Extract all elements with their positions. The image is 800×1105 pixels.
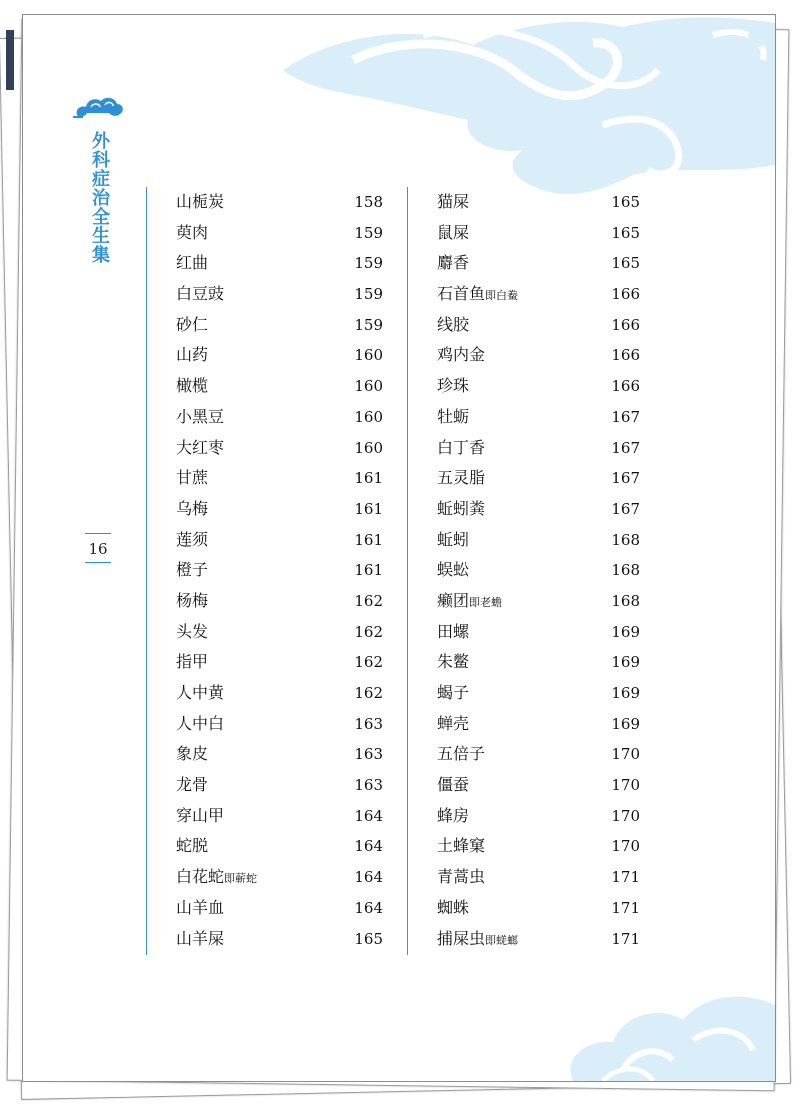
toc-entry-page: 169 xyxy=(611,622,640,641)
toc-entry xyxy=(408,586,650,617)
toc-entry-name: 乌梅 xyxy=(176,498,209,518)
toc-entry-page: 169 xyxy=(611,684,640,702)
toc-entry xyxy=(147,586,389,617)
toc-entry xyxy=(408,248,650,279)
toc-entry-title xyxy=(437,494,485,525)
toc-entry-name: 莲须 xyxy=(176,529,209,549)
toc-entry-page: 169 xyxy=(611,714,640,733)
toc-entry-name: 僵蚕 xyxy=(437,775,470,795)
toc-entry-title xyxy=(437,893,469,924)
toc-entry xyxy=(408,862,650,893)
toc-entry xyxy=(408,924,650,955)
toc-entry-title xyxy=(437,801,469,832)
cloud-decoration-bottom xyxy=(563,970,775,1081)
toc-entry-name: 蜈蚣 xyxy=(437,560,470,580)
toc-entry xyxy=(147,371,389,402)
toc-column-right xyxy=(407,187,650,955)
toc-entry-name: 大红枣 xyxy=(176,437,225,457)
toc-entry-title xyxy=(176,862,257,895)
toc-entry-name: 石首鱼 xyxy=(437,284,486,304)
toc-entry xyxy=(408,893,650,924)
toc-column-left xyxy=(146,187,389,955)
toc-entry-page: 162 xyxy=(354,591,383,610)
toc-entry-title xyxy=(176,770,208,801)
toc-entry-name: 蚯蚓 xyxy=(437,529,470,549)
toc-entry xyxy=(408,402,650,433)
toc-entry-title xyxy=(437,586,502,619)
toc-entry xyxy=(147,340,389,371)
toc-entry-title xyxy=(176,525,208,556)
toc-entry xyxy=(147,279,389,310)
toc-entry-page: 161 xyxy=(354,469,383,488)
toc-entry-page: 162 xyxy=(354,653,383,672)
toc-entry-name: 杨梅 xyxy=(176,590,209,610)
toc-entry-name: 甘蔗 xyxy=(176,468,209,488)
toc-entry-title xyxy=(437,463,485,494)
toc-entry-name: 白豆豉 xyxy=(176,284,225,304)
toc-entry-name: 红曲 xyxy=(176,253,209,273)
toc-entry xyxy=(147,402,389,433)
toc-entry xyxy=(408,739,650,770)
toc-entry-page: 162 xyxy=(354,684,383,702)
page-edge-strip xyxy=(6,30,14,90)
toc-entry-name: 白花蛇 xyxy=(176,867,225,887)
toc-entry-page: 167 xyxy=(611,407,640,426)
toc-entry-name: 人中白 xyxy=(176,713,225,733)
toc-entry-name: 小黑豆 xyxy=(176,406,225,426)
toc-entry xyxy=(147,924,389,955)
toc-entry-title xyxy=(437,831,485,862)
toc-entry-page: 159 xyxy=(354,223,383,242)
toc-entry-page: 167 xyxy=(611,438,640,457)
toc-entry xyxy=(408,801,650,832)
toc-entry xyxy=(147,310,389,341)
toc-entry-page: 163 xyxy=(354,745,383,764)
toc-entry-name: 青蒿虫 xyxy=(437,867,486,887)
toc-entry-page: 169 xyxy=(611,653,640,672)
toc-entry-name: 猫屎 xyxy=(437,192,470,211)
toc-entry-name: 萸肉 xyxy=(176,222,209,242)
toc-entry-page: 161 xyxy=(354,499,383,518)
toc-entry-page: 159 xyxy=(354,254,383,273)
toc-entry-name: 指甲 xyxy=(176,652,209,672)
toc-entry-title xyxy=(176,831,208,862)
toc-entry xyxy=(147,617,389,648)
toc-entry-name: 蛇脱 xyxy=(176,836,209,856)
toc-entry-title xyxy=(437,709,469,740)
toc-entry-name: 山羊屎 xyxy=(176,928,225,948)
toc-entry-page: 160 xyxy=(354,407,383,426)
toc-entry-page: 170 xyxy=(611,837,640,856)
toc-entry-title xyxy=(176,248,208,279)
toc-entry-title xyxy=(437,525,469,556)
toc-entry-page: 170 xyxy=(611,806,640,825)
toc-entry-name: 砂仁 xyxy=(176,314,209,334)
toc-entry-title xyxy=(176,187,224,218)
toc-entry xyxy=(408,494,650,525)
toc-entry-title xyxy=(437,371,469,402)
toc-entry-name: 穿山甲 xyxy=(176,805,225,825)
toc-entry-page: 158 xyxy=(354,193,383,211)
toc-entry xyxy=(147,739,389,770)
toc-entry-note: 即蕲蛇 xyxy=(224,872,258,886)
toc-entry-title xyxy=(437,770,469,801)
toc-entry-name: 白丁香 xyxy=(437,437,486,457)
toc-entry-name: 橙子 xyxy=(176,560,209,580)
toc-entry-page: 170 xyxy=(611,776,640,795)
toc-entry-name: 五倍子 xyxy=(437,744,486,764)
toc-entry-title xyxy=(437,739,485,770)
toc-entry-title xyxy=(437,402,469,433)
toc-entry-title xyxy=(437,248,469,279)
toc-entry-page: 166 xyxy=(611,285,640,304)
toc-entry-name: 象皮 xyxy=(176,744,209,764)
toc-entry-page: 171 xyxy=(611,929,640,948)
toc-entry-title xyxy=(437,187,469,218)
toc-entry-name: 山栀炭 xyxy=(176,192,225,211)
toc-entry-title xyxy=(437,862,485,893)
toc-entry xyxy=(147,463,389,494)
toc-entry xyxy=(147,218,389,249)
toc-entry-title xyxy=(437,924,518,957)
toc-entry xyxy=(147,187,389,218)
toc-entry-name: 山药 xyxy=(176,345,209,365)
toc-entry xyxy=(408,463,650,494)
toc-entry-title xyxy=(176,709,224,740)
toc-entry-note: 即白鲞 xyxy=(485,289,519,303)
toc-entry-title xyxy=(176,218,208,249)
toc-entry-page: 164 xyxy=(354,806,383,825)
toc-entry-title xyxy=(176,924,224,955)
toc-entry-name: 朱鳖 xyxy=(437,652,470,672)
toc-entry-title xyxy=(176,647,208,678)
toc-entry-title xyxy=(437,340,485,371)
toc-entry-page: 160 xyxy=(354,438,383,457)
toc-entry-name: 蜘蛛 xyxy=(437,897,470,917)
toc-entry xyxy=(408,555,650,586)
toc-entry-page: 166 xyxy=(611,315,640,334)
toc-entry-page: 160 xyxy=(354,346,383,365)
toc-entry xyxy=(147,555,389,586)
toc-entry-name: 橄榄 xyxy=(176,376,209,396)
toc-entry-page: 171 xyxy=(611,868,640,887)
toc-entry-page: 167 xyxy=(611,469,640,488)
toc-entry-name: 癞团 xyxy=(437,590,470,610)
toc-entry-title xyxy=(176,371,208,402)
toc-entry-page: 170 xyxy=(611,745,640,764)
toc-entry xyxy=(147,801,389,832)
toc-entry-name: 蝉壳 xyxy=(437,713,470,733)
toc-entry-title xyxy=(176,494,208,525)
toc-entry xyxy=(408,525,650,556)
toc-entry-title xyxy=(176,433,224,464)
toc-entry-page: 171 xyxy=(611,898,640,917)
toc-entry-page: 163 xyxy=(354,714,383,733)
toc-entry xyxy=(147,678,389,709)
toc-entry-name: 牡蛎 xyxy=(437,406,470,426)
toc-entry-title xyxy=(437,279,518,312)
toc-entry-name: 山羊血 xyxy=(176,897,225,917)
toc-entry-title xyxy=(176,463,208,494)
toc-entry-title xyxy=(176,279,224,310)
toc-entry-name: 五灵脂 xyxy=(437,468,486,488)
toc-entry-page: 165 xyxy=(354,929,383,948)
toc-entry-page: 161 xyxy=(354,561,383,580)
toc-entry-name: 鼠屎 xyxy=(437,222,470,242)
toc-entry-title xyxy=(176,340,208,371)
toc-entry-name: 土蜂窠 xyxy=(437,836,486,856)
toc-entry-page: 166 xyxy=(611,346,640,365)
toc-entry-name: 线胶 xyxy=(437,314,470,334)
toc-entry-name: 田螺 xyxy=(437,621,470,641)
toc-entry-page: 168 xyxy=(611,591,640,610)
book-page xyxy=(22,14,776,1082)
page-number: 16 xyxy=(85,533,111,563)
toc-entry-title xyxy=(176,739,208,770)
toc-entry xyxy=(147,248,389,279)
toc-entry-title xyxy=(437,218,469,249)
toc-entry xyxy=(147,433,389,464)
toc-entry-title xyxy=(176,402,224,433)
toc-entry-title xyxy=(437,555,469,586)
toc-entry-title xyxy=(437,678,469,709)
toc-entry xyxy=(408,831,650,862)
toc-entry xyxy=(408,678,650,709)
toc-entry-name: 蜂房 xyxy=(437,805,470,825)
toc-entry xyxy=(408,709,650,740)
toc-entry xyxy=(408,433,650,464)
toc-entry-name: 麝香 xyxy=(437,253,470,273)
toc-entry-name: 龙骨 xyxy=(176,775,209,795)
toc-entry-title xyxy=(437,310,469,341)
toc-entry xyxy=(408,218,650,249)
toc-entry-title xyxy=(176,310,208,341)
toc-entry xyxy=(147,893,389,924)
toc-entry-page: 165 xyxy=(611,223,640,242)
toc-entry xyxy=(147,709,389,740)
toc-entry-page: 159 xyxy=(354,285,383,304)
toc-entry-page: 162 xyxy=(354,622,383,641)
book-title: 外科症治全生集 xyxy=(89,131,110,264)
toc-entry-title xyxy=(176,586,208,617)
toc-entry-page: 167 xyxy=(611,499,640,518)
toc-entry-page: 166 xyxy=(611,377,640,396)
toc-entry-name: 蝎子 xyxy=(437,683,470,702)
toc-entry-name: 鸡内金 xyxy=(437,345,486,365)
toc-entry-page: 160 xyxy=(354,377,383,396)
toc-entry-page: 168 xyxy=(611,530,640,549)
toc-entry-title xyxy=(437,433,485,464)
toc-entry xyxy=(147,647,389,678)
toc-entry xyxy=(147,525,389,556)
toc-entry xyxy=(147,831,389,862)
toc-entry xyxy=(147,494,389,525)
toc-entry xyxy=(408,279,650,310)
toc-entry-page: 159 xyxy=(354,315,383,334)
toc-entry-note: 即老蟾 xyxy=(469,595,503,609)
toc-entry xyxy=(408,310,650,341)
toc-entry-title xyxy=(176,801,224,832)
toc-entry xyxy=(147,862,389,893)
toc-entry-title xyxy=(437,647,469,678)
toc-entry-title xyxy=(176,555,208,586)
toc-entry-page: 163 xyxy=(354,776,383,795)
toc-entry xyxy=(408,617,650,648)
toc-entry-title xyxy=(176,893,224,924)
cloud-decoration-top xyxy=(273,15,775,200)
toc-entry-name: 人中黄 xyxy=(176,683,225,702)
toc-entry-title xyxy=(176,617,208,648)
toc-entry-name: 珍珠 xyxy=(437,376,470,396)
toc-entry-page: 165 xyxy=(611,254,640,273)
toc-entry-page: 161 xyxy=(354,530,383,549)
toc-entry-page: 164 xyxy=(354,868,383,887)
toc-entry-page: 164 xyxy=(354,837,383,856)
toc-entry-note: 即蜣螂 xyxy=(485,933,519,947)
toc-entry-title xyxy=(437,617,469,648)
toc-entry-page: 164 xyxy=(354,898,383,917)
toc-entry-page: 168 xyxy=(611,561,640,580)
toc-entry-name: 蚯蚓粪 xyxy=(437,498,486,518)
toc-entry xyxy=(147,770,389,801)
toc-entry-page: 165 xyxy=(611,193,640,211)
toc-entry xyxy=(408,187,650,218)
toc-entry xyxy=(408,371,650,402)
toc-entry-name: 捕屎虫 xyxy=(437,928,486,948)
toc-entry xyxy=(408,647,650,678)
toc-entry-title xyxy=(176,678,224,709)
toc-entry xyxy=(408,340,650,371)
toc-entry-name: 头发 xyxy=(176,621,209,641)
cloud-logo-icon xyxy=(73,95,125,121)
toc-entry xyxy=(408,770,650,801)
